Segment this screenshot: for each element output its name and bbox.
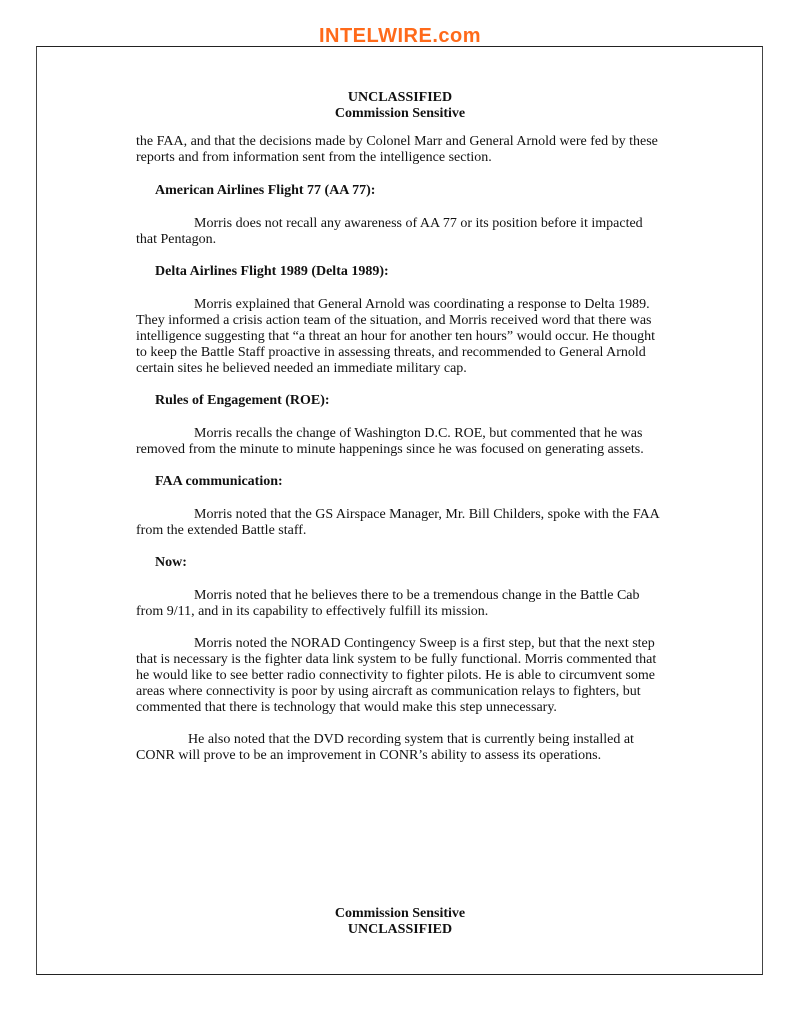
section-heading-delta1989: Delta Airlines Flight 1989 (Delta 1989):: [155, 264, 389, 279]
section-heading-roe: Rules of Engagement (ROE):: [155, 393, 330, 408]
paragraph-aa77: Morris does not recall any awareness of AA 77 or its position before it impacted that Pentagon.: [136, 216, 643, 247]
document-body: [136, 134, 664, 780]
paragraph-now-2: Morris noted the NORAD Contingency Sweep is a first step, but that the next step that is necessary is the fighter data link system to be fully functional. Morris commented that he would like to see better radio connectivity to fighter pilots. He is able to circumvent some areas where connectivity is poor by using aircraft as communication relays to fighters, but commented that there is technology that would make this step unnecessary.: [136, 636, 657, 715]
site-banner: INTELWIRE.com: [318, 25, 482, 47]
section-heading-now: Now:: [155, 555, 187, 570]
paragraph-faa-communication: Morris noted that the GS Airspace Manager, Mr. Bill Childers, spoke with the FAA from the extended Battle staff.: [136, 507, 660, 538]
classification-header-line1: UNCLASSIFIED: [347, 90, 453, 105]
section-heading-faa-communication: FAA communication:: [155, 474, 283, 489]
paragraph-delta1989: Morris explained that General Arnold was coordinating a response to Delta 1989. They informed a crisis action team of the situation, and Morris received word that there was intelligence suggesting that “a threat an hour for another ten hours” would occur. He thought to keep the Battle Staff proactive in assessing threats, and recommended to General Arnold certain sites he believed needed an immediate military cap.: [136, 297, 656, 376]
section-heading-aa77: American Airlines Flight 77 (AA 77):: [155, 183, 376, 198]
classification-footer-line2: UNCLASSIFIED: [347, 922, 453, 937]
paragraph-roe: Morris recalls the change of Washington D.C. ROE, but commented that he was removed from the minute to minute happenings since he was focused on generating assets.: [136, 426, 644, 457]
paragraph-now-1: Morris noted that he believes there to be a tremendous change in the Battle Cab from 9/11, and in its capability to effectively fulfill its mission.: [136, 588, 640, 619]
classification-header: [0, 90, 800, 122]
paragraph-now-3: He also noted that the DVD recording system that is currently being installed at CONR will prove to be an improvement in CONR’s ability to assess its operations.: [136, 732, 634, 763]
classification-footer: [0, 906, 800, 938]
classification-footer-line1: Commission Sensitive: [334, 906, 466, 921]
classification-header-line2: Commission Sensitive: [334, 106, 466, 121]
intro-paragraph: the FAA, and that the decisions made by Colonel Marr and General Arnold were fed by these reports and from information sent from the intelligence section.: [136, 134, 658, 165]
